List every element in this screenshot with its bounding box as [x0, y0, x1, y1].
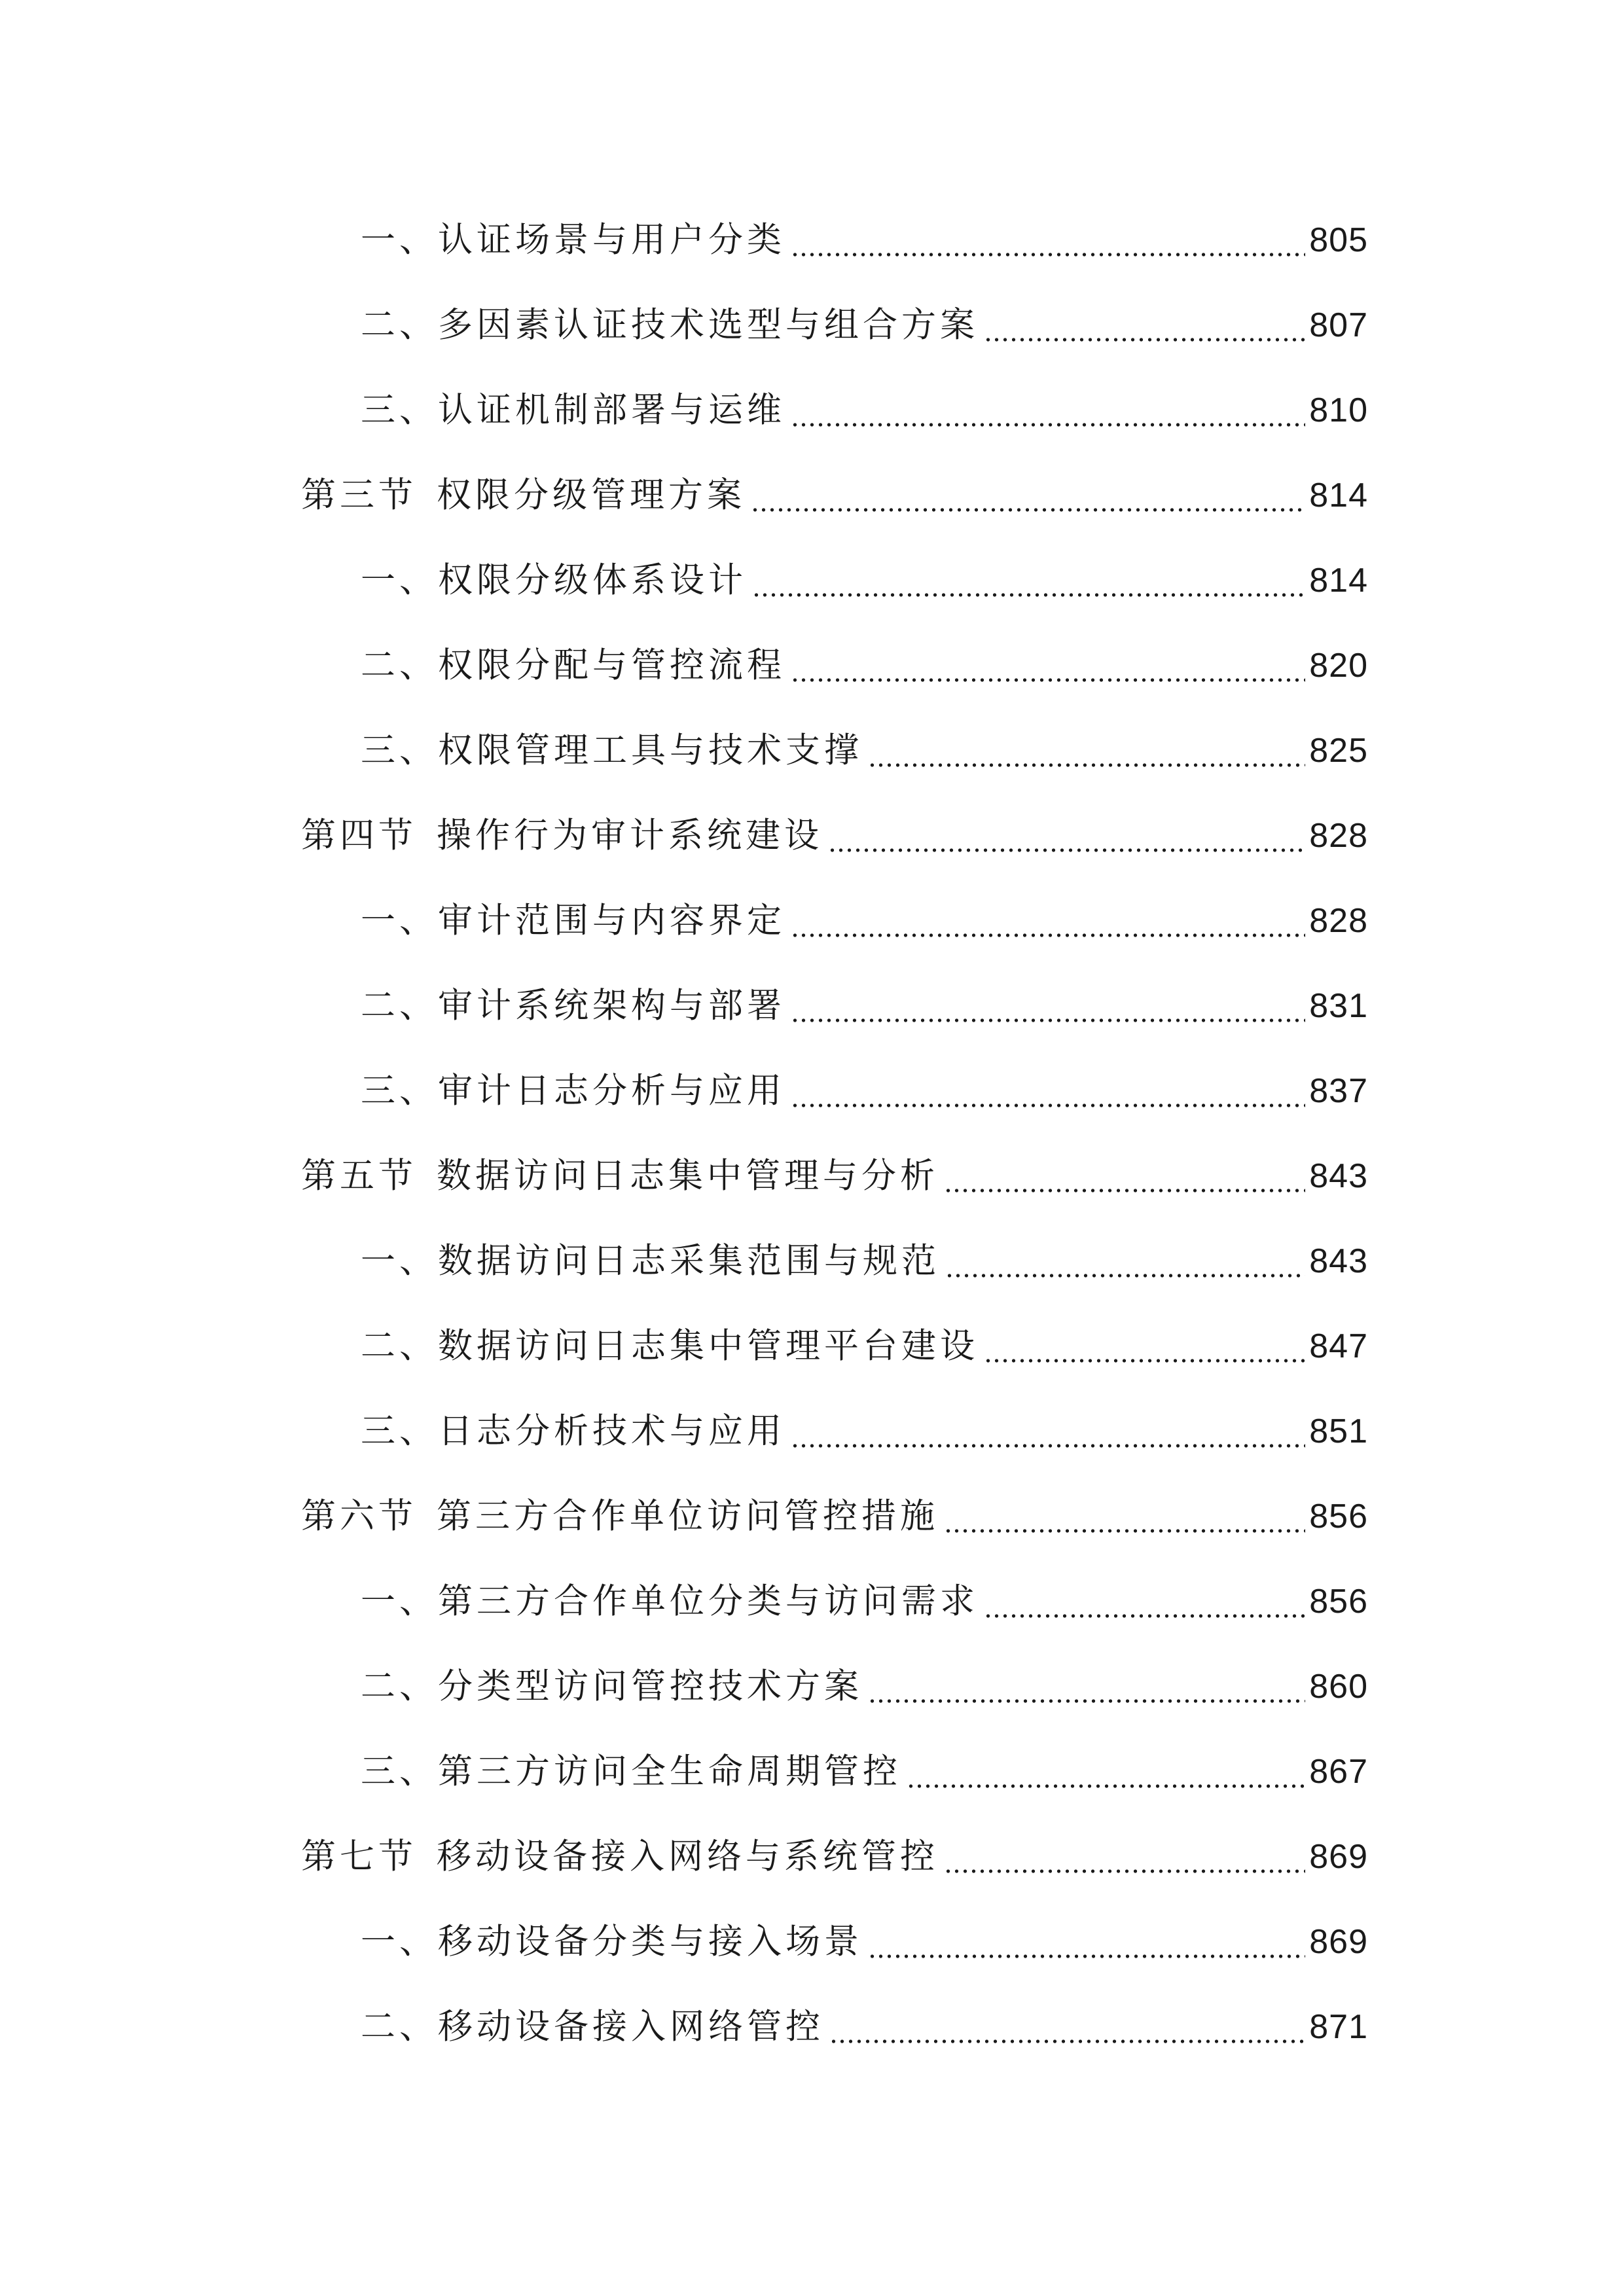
toc-section-heading [301, 1147, 939, 1206]
toc-section-title: 移动设备接入网络与系统管控 [437, 1837, 939, 1876]
toc-page-number: 851 [1309, 1412, 1368, 1450]
toc-section-title: 权限分级管理方案 [437, 475, 746, 515]
toc-entry[interactable] [361, 1912, 1368, 1971]
toc-page-number: 814 [1309, 562, 1368, 600]
toc-entry-title: 一、审计范围与内容界定 [361, 901, 785, 941]
toc-leader-dots [984, 1572, 1305, 1631]
toc-leader-dots [791, 977, 1305, 1035]
toc-entry-title: 二、数据访问日志集中管理平台建设 [361, 1326, 979, 1366]
toc-leader-dots [945, 1232, 1305, 1291]
toc-page-number: 820 [1309, 647, 1368, 685]
toc-leader-dots [944, 1147, 1305, 1206]
toc-leader-dots [829, 1998, 1305, 2056]
toc-page-number: 831 [1309, 987, 1368, 1025]
toc-entry[interactable] [361, 1317, 1368, 1376]
toc-section-entry[interactable] [301, 806, 1368, 865]
toc-section-entry[interactable] [301, 1147, 1368, 1206]
toc-entry-title: 二、多因素认证技术选型与组合方案 [361, 305, 979, 345]
toc-leader-dots [828, 806, 1305, 865]
toc-entry[interactable] [361, 551, 1368, 610]
toc-page-number: 869 [1309, 1923, 1368, 1961]
toc-section-heading [301, 806, 823, 865]
toc-section-label: 第三节 [301, 475, 417, 515]
toc-page-number: 814 [1309, 476, 1368, 514]
toc-leader-dots [984, 296, 1305, 355]
toc-entry-title: 三、审计日志分析与应用 [361, 1071, 785, 1111]
toc-section-title: 数据访问日志集中管理与分析 [437, 1156, 939, 1196]
toc-page-number: 860 [1309, 1668, 1368, 1706]
toc-page-number: 843 [1309, 1157, 1368, 1195]
toc-leader-dots [791, 636, 1305, 695]
toc-entry-title: 三、认证机制部署与运维 [361, 390, 785, 430]
toc-leader-dots [868, 1657, 1305, 1716]
toc-page-number: 847 [1309, 1327, 1368, 1365]
toc-entry-title: 二、分类型访问管控技术方案 [361, 1666, 863, 1706]
toc-leader-dots [944, 1827, 1305, 1886]
toc-entry[interactable] [361, 381, 1368, 440]
toc-section-entry[interactable] [301, 1827, 1368, 1886]
toc-page-number: 867 [1309, 1753, 1368, 1791]
toc-leader-dots [791, 1062, 1305, 1121]
toc-leader-dots [791, 381, 1305, 440]
toc-entry-title: 二、权限分配与管控流程 [361, 645, 785, 685]
toc-section-label: 第六节 [301, 1496, 417, 1536]
toc-entry[interactable] [361, 721, 1368, 780]
toc-section-entry[interactable] [301, 466, 1368, 525]
toc-page-number: 843 [1309, 1242, 1368, 1280]
toc-page-number: 810 [1309, 391, 1368, 429]
toc-page-number: 805 [1309, 221, 1368, 259]
toc-page-number: 828 [1309, 902, 1368, 940]
toc-entry[interactable] [361, 891, 1368, 950]
toc-page-number: 828 [1309, 817, 1368, 855]
toc-entry[interactable] [361, 1742, 1368, 1801]
toc-entry[interactable] [361, 1657, 1368, 1716]
toc-entry-title: 一、数据访问日志采集范围与规范 [361, 1241, 940, 1281]
toc-leader-dots [751, 466, 1305, 525]
toc-entry-title: 一、移动设备分类与接入场景 [361, 1922, 863, 1962]
toc-leader-dots [944, 1487, 1305, 1546]
toc-entry-title: 三、日志分析技术与应用 [361, 1411, 785, 1451]
toc-section-title: 第三方合作单位访问管控措施 [437, 1496, 939, 1536]
toc-leader-dots [752, 551, 1305, 610]
toc-page-number: 856 [1309, 1498, 1368, 1535]
toc-page-number: 807 [1309, 306, 1368, 344]
toc-entry[interactable] [361, 1062, 1368, 1121]
toc-page-number: 856 [1309, 1583, 1368, 1621]
toc-entry[interactable] [361, 977, 1368, 1035]
toc-section-heading [301, 466, 746, 525]
toc-entry-title: 一、认证场景与用户分类 [361, 220, 785, 260]
toc-entry-title: 二、审计系统架构与部署 [361, 986, 785, 1026]
toc-section-title: 操作行为审计系统建设 [437, 816, 823, 855]
toc-entry-title: 二、移动设备接入网络管控 [361, 2007, 824, 2047]
toc-leader-dots [791, 1402, 1305, 1461]
toc-entry[interactable] [361, 636, 1368, 695]
toc-entry[interactable] [361, 1232, 1368, 1291]
toc-page-number: 837 [1309, 1072, 1368, 1110]
toc-entry-title: 一、第三方合作单位分类与访问需求 [361, 1581, 979, 1621]
toc-section-label: 第五节 [301, 1156, 417, 1196]
toc-leader-dots [984, 1317, 1305, 1376]
toc-entry-title: 三、第三方访问全生命周期管控 [361, 1751, 901, 1791]
toc-leader-dots [868, 1912, 1305, 1971]
toc-leader-dots [868, 721, 1305, 780]
toc-page-number: 825 [1309, 732, 1368, 770]
toc-section-entry[interactable] [301, 1487, 1368, 1546]
toc-entry[interactable] [361, 211, 1368, 270]
toc-leader-dots [791, 891, 1305, 950]
toc-section-label: 第七节 [301, 1837, 417, 1876]
toc-section-heading [301, 1487, 939, 1546]
toc-entry-title: 一、权限分级体系设计 [361, 560, 747, 600]
toc-page-number: 869 [1309, 1838, 1368, 1876]
toc-entry[interactable] [361, 296, 1368, 355]
toc-entry[interactable] [361, 1402, 1368, 1461]
toc-leader-dots [907, 1742, 1305, 1801]
toc-entry-title: 三、权限管理工具与技术支撑 [361, 730, 863, 770]
toc-entry[interactable] [361, 1572, 1368, 1631]
toc-section-label: 第四节 [301, 816, 417, 855]
toc-entry[interactable] [361, 1998, 1368, 2056]
toc-section-heading [301, 1827, 939, 1886]
toc-leader-dots [791, 211, 1305, 270]
toc-page-number: 871 [1309, 2008, 1368, 2046]
